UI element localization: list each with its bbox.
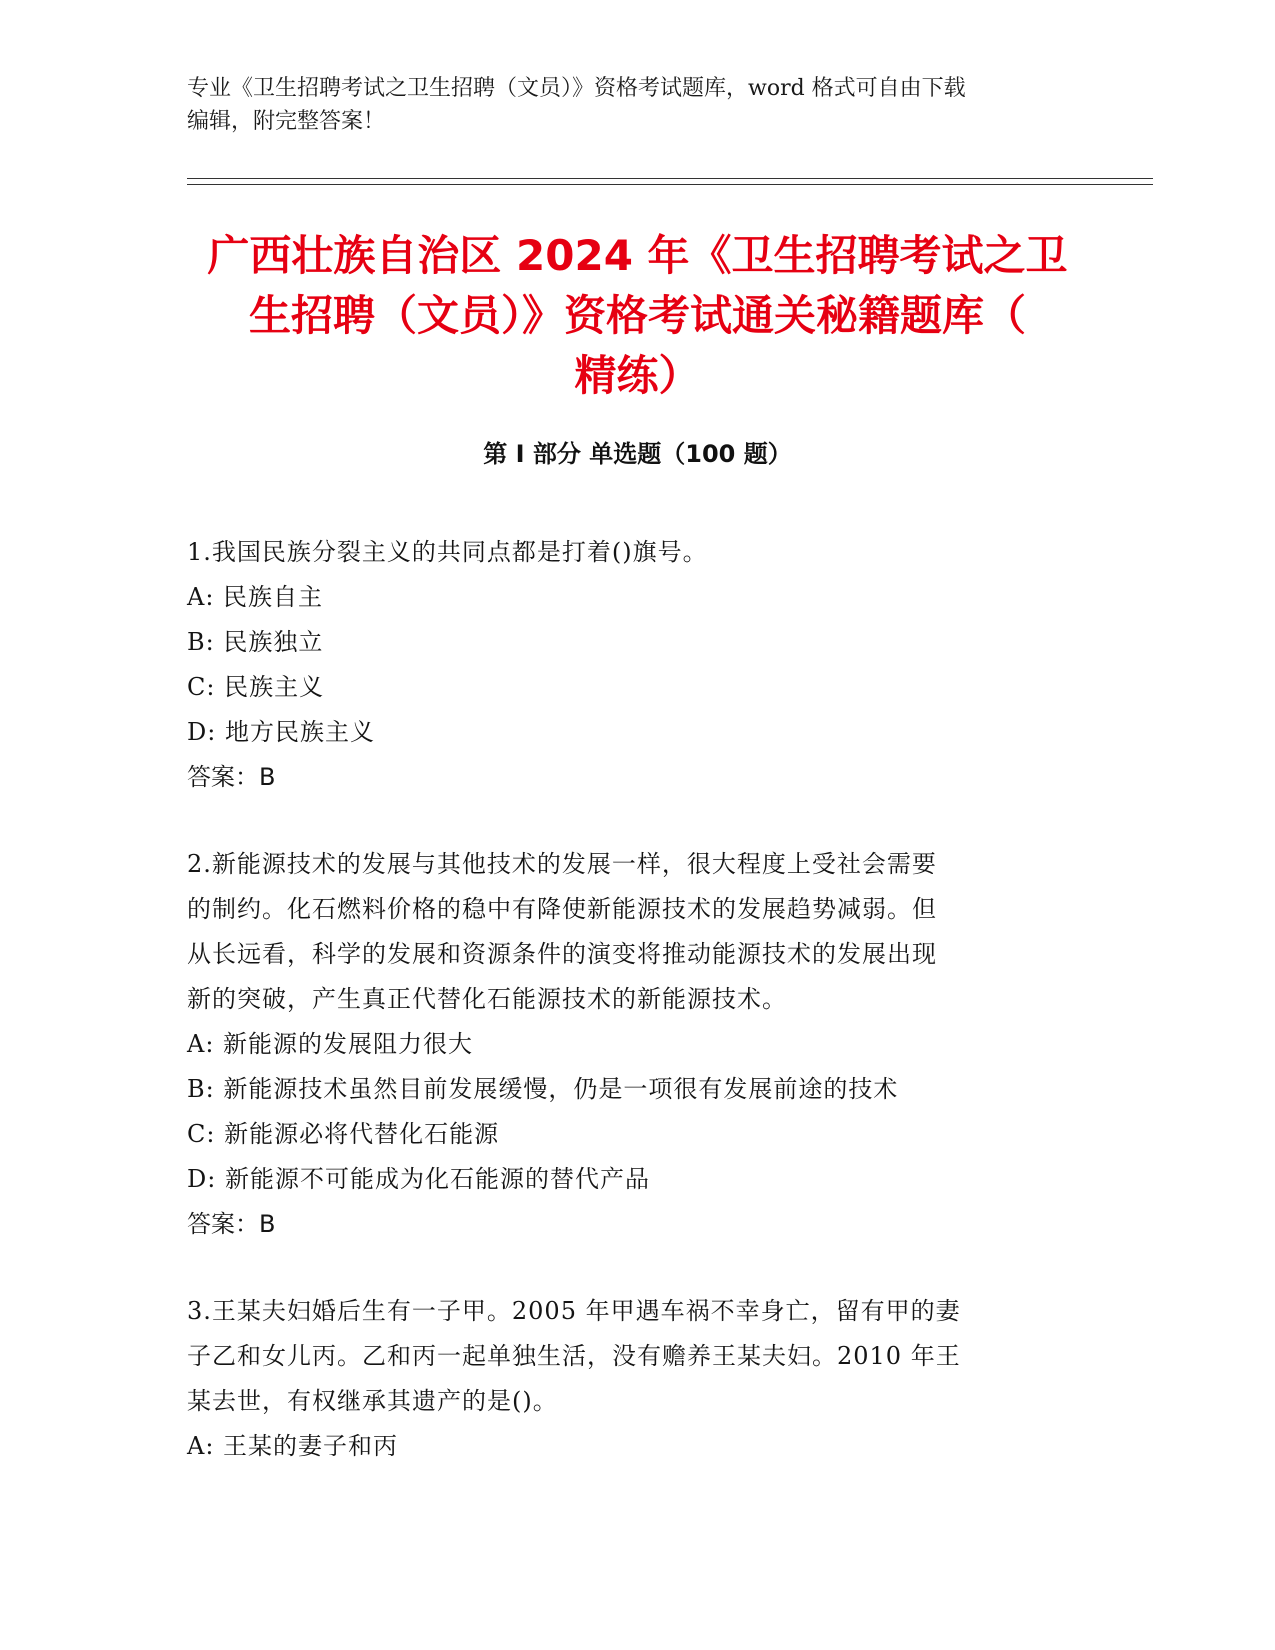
document-title: [180, 226, 1095, 406]
question-list: [187, 530, 1067, 1511]
option-a: A: 王某的妻子和丙: [187, 1432, 399, 1460]
question-3: [187, 1289, 1067, 1469]
header-note-line-2: 编辑，附完整答案！: [187, 109, 386, 134]
option-b: B: 民族独立: [187, 628, 324, 656]
question-stem-line: 的制约。化石燃料价格的稳中有降使新能源技术的发展趋势减弱。但: [187, 895, 937, 923]
section-heading: 第 I 部分 单选题（100 题）: [483, 440, 792, 468]
option-a: A: 新能源的发展阻力很大: [187, 1030, 474, 1058]
question-stem-line: 某去世，有权继承其遗产的是()。: [187, 1387, 558, 1415]
question-stem-line: 2.新能源技术的发展与其他技术的发展一样，很大程度上受社会需要: [187, 850, 937, 878]
answer: 答案：B: [187, 1210, 276, 1238]
header-note-line-1: 专业《卫生招聘考试之卫生招聘（文员）》资格考试题库，word 格式可自由下载: [187, 76, 966, 101]
option-c: C: 民族主义: [187, 673, 325, 701]
option-d: D: 新能源不可能成为化石能源的替代产品: [187, 1165, 650, 1193]
option-b: B: 新能源技术虽然目前发展缓慢，仍是一项很有发展前途的技术: [187, 1075, 899, 1103]
question-stem-line: 子乙和女儿丙。乙和丙一起单独生活，没有赡养王某夫妇。2010 年王: [187, 1342, 961, 1370]
document-title-line-3: 精练）: [574, 351, 701, 400]
document-title-line-1: 广西壮族自治区 2024 年《卫生招聘考试之卫: [207, 231, 1068, 280]
header-divider-top: [187, 178, 1153, 179]
answer: 答案：B: [187, 763, 276, 791]
question-1: [187, 530, 1067, 800]
question-2: [187, 842, 1067, 1247]
option-a: A: 民族自主: [187, 583, 324, 611]
question-stem-line: 1.我国民族分裂主义的共同点都是打着()旗号。: [187, 538, 708, 566]
option-c: C: 新能源必将代替化石能源: [187, 1120, 500, 1148]
header-note: [187, 72, 1067, 138]
question-stem-line: 3.王某夫妇婚后生有一子甲。2005 年甲遇车祸不幸身亡，留有甲的妻: [187, 1297, 961, 1325]
header-divider-bottom: [187, 184, 1153, 185]
option-d: D: 地方民族主义: [187, 718, 375, 746]
question-stem-line: 从长远看，科学的发展和资源条件的演变将推动能源技术的发展出现: [187, 940, 937, 968]
question-stem-line: 新的突破，产生真正代替化石能源技术的新能源技术。: [187, 985, 787, 1013]
document-title-line-2: 生招聘（文员）》资格考试通关秘籍题库（: [248, 291, 1026, 340]
